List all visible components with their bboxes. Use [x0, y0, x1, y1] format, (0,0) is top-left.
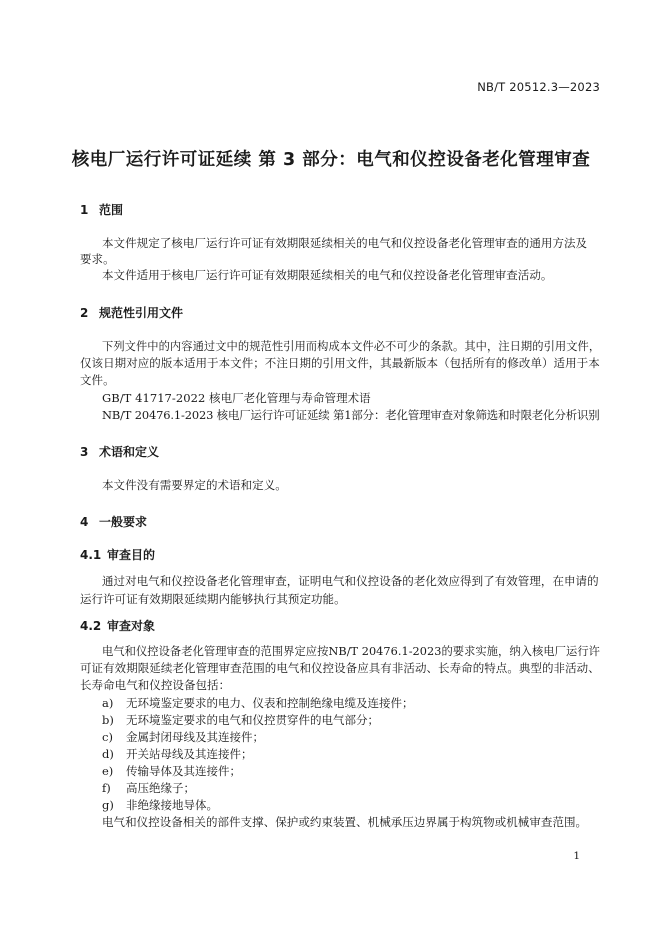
paragraph-line: 长寿命电气和仪控设备包括：	[80, 678, 231, 692]
standard-number: NB/T 20512.3—2023	[477, 80, 600, 94]
section-1-heading	[80, 201, 123, 218]
paragraph-line: 通过对电气和仪控设备老化管理审查，证明电气和仪控设备的老化效应得到了有效管理，在申请的	[102, 574, 599, 588]
paragraph-line: 本文件规定了核电厂运行许可证有效期限延续相关的电气和仪控设备老化管理审查的通用方法及	[102, 236, 588, 250]
section-4-heading	[80, 513, 147, 530]
list-item-text: 无环境鉴定要求的电气和仪控贯穿件的电气部分；	[126, 713, 379, 727]
subsection-title: 审查目的	[107, 548, 156, 562]
list-item-text: 非绝缘接地导体。	[126, 798, 218, 812]
section-3-heading	[80, 443, 159, 460]
subsection-title: 审查对象	[107, 619, 156, 633]
list-item	[102, 780, 195, 796]
paragraph-line: 要求。	[80, 252, 115, 266]
list-item-label: e)	[102, 764, 114, 778]
list-item-label: d)	[102, 747, 114, 761]
paragraph-line: 文件。	[80, 373, 115, 387]
section-title: 规范性引用文件	[99, 306, 184, 320]
section-2-heading	[80, 304, 183, 321]
normative-reference: NB/T 20476.1-2023 核电厂运行许可证延续 第1部分：老化管理审查对象筛选和时限老化分析识别	[102, 408, 600, 422]
list-item	[102, 712, 379, 728]
list-item-text: 金属封闭母线及其连接件；	[126, 730, 264, 744]
list-item-text: 传输导体及其连接件；	[126, 764, 241, 778]
list-item-label: b)	[102, 713, 114, 727]
section-title: 术语和定义	[99, 445, 160, 459]
list-item-text: 高压绝缘子；	[126, 781, 195, 795]
list-item	[102, 729, 264, 745]
paragraph-line: 本文件适用于核电厂运行许可证有效期限延续相关的电气和仪控设备老化管理审查活动。	[102, 268, 553, 282]
subsection-number: 4.1	[80, 548, 102, 562]
section-title: 范围	[99, 203, 124, 217]
list-item-label: g)	[102, 798, 114, 812]
list-item-label: f)	[102, 781, 111, 795]
normative-reference: GB/T 41717-2022 核电厂老化管理与寿命管理术语	[102, 391, 371, 405]
list-item-label: c)	[102, 730, 113, 744]
list-item	[102, 695, 414, 711]
section-number: 4	[80, 515, 89, 529]
subsection-4-1-heading	[80, 546, 155, 563]
paragraph-line: 电气和仪控设备相关的部件支撑、保护或约束装置、机械承压边界属于构筑物或机械审查范围。	[102, 815, 588, 829]
document-title: 核电厂运行许可证延续 第 3 部分：电气和仪控设备老化管理审查	[71, 150, 591, 170]
subsection-number: 4.2	[80, 619, 102, 633]
list-item-text: 开关站母线及其连接件；	[126, 747, 253, 761]
paragraph-line: 电气和仪控设备老化管理审查的范围界定应按NB/T 20476.1-2023的要求实施，纳入核电厂运行许	[102, 644, 600, 658]
list-item	[102, 797, 218, 813]
paragraph-line: 运行许可证有效期限延续期内能够执行其预定功能。	[80, 592, 346, 606]
list-item-text: 无环境鉴定要求的电力、仪表和控制绝缘电缆及连接件；	[126, 696, 414, 710]
paragraph-line: 本文件没有需要界定的术语和定义。	[102, 478, 287, 492]
paragraph-line: 可证有效期限延续老化管理审查范围的电气和仪控设备应具有非活动、长寿命的特点。典型的非活动、	[80, 661, 600, 675]
subsection-4-2-heading	[80, 617, 155, 634]
section-number: 1	[80, 203, 89, 217]
section-number: 3	[80, 445, 89, 459]
page-number: 1	[573, 850, 580, 862]
section-number: 2	[80, 306, 89, 320]
list-item	[102, 746, 253, 762]
paragraph-line: 下列文件中的内容通过文中的规范性引用而构成本文件必不可少的条款。其中，注日期的引用文件，	[102, 339, 601, 353]
list-item-label: a)	[102, 696, 114, 710]
list-item	[102, 763, 241, 779]
section-title: 一般要求	[99, 515, 148, 529]
paragraph-line: 仅该日期对应的版本适用于本文件；不注日期的引用文件，其最新版本（包括所有的修改单）适用于本	[80, 356, 600, 370]
